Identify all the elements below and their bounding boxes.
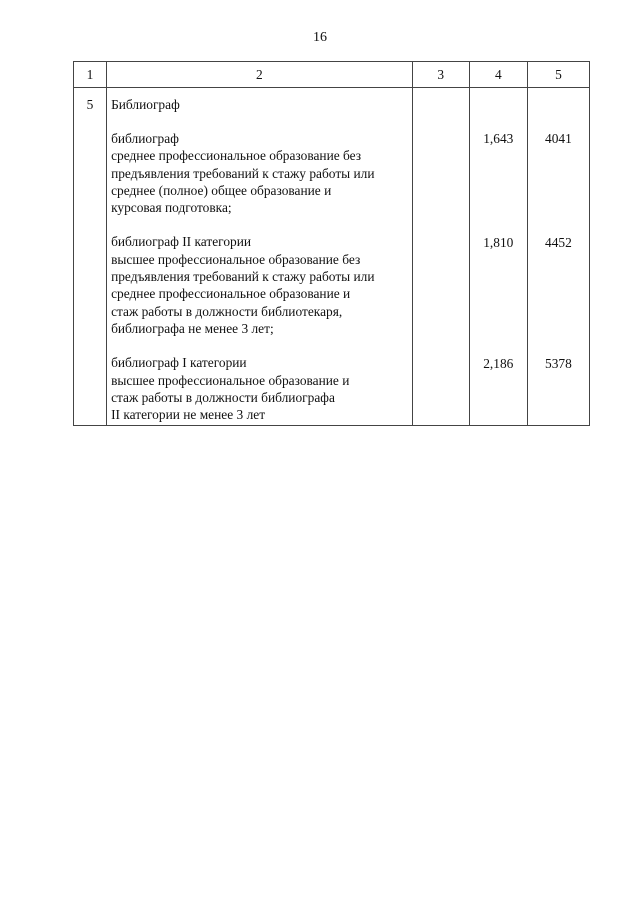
salary-value: 4452 <box>545 234 572 250</box>
table-row <box>74 88 590 426</box>
entry-line: предъявления требований к стажу работы или <box>111 269 375 285</box>
header-col-3: 3 <box>412 62 469 88</box>
coefficient-value: 1,643 <box>483 131 514 146</box>
row-number: 5 <box>74 88 107 426</box>
header-col-5: 5 <box>527 62 589 88</box>
page-number: 16 <box>313 30 327 45</box>
entry-bibliographer-2nd-category <box>111 233 409 337</box>
coefficient-value: 2,186 <box>483 355 514 371</box>
header-col-4: 4 <box>469 62 527 88</box>
entry-line: курсовая подготовка; <box>111 200 232 216</box>
entry-line: стаж работы в должности библиографа <box>111 389 335 405</box>
coefficient-column <box>469 88 527 426</box>
entry-line: II категории не менее 3 лет <box>111 407 266 423</box>
entry-line: библиограф <box>111 131 179 146</box>
col-3-cell <box>412 88 469 426</box>
entry-line: высшее профессиональное образование без <box>111 251 361 267</box>
entry-line: среднее (полное) общее образование и <box>111 182 332 198</box>
entry-line: библиографа не менее 3 лет; <box>111 320 274 336</box>
salary-value: 5378 <box>545 355 572 371</box>
coefficient-value: 1,810 <box>483 234 514 250</box>
position-description <box>107 88 413 426</box>
entry-line: предъявления требований к стажу работы или <box>111 165 375 181</box>
entry-line: среднее профессиональное образование без <box>111 148 362 164</box>
entry-line: стаж работы в должности библиотекаря, <box>111 303 343 319</box>
group-title: Библиограф <box>111 97 180 112</box>
entry-line: высшее профессиональное образование и <box>111 372 350 388</box>
salary-table <box>73 61 590 426</box>
entry-line: библиограф II категории <box>111 234 252 250</box>
header-col-2: 2 <box>107 62 413 88</box>
header-col-1: 1 <box>74 62 107 88</box>
entry-bibliographer-1st-category <box>111 354 409 423</box>
table-header-row <box>74 62 590 88</box>
entry-line: среднее профессиональное образование и <box>111 286 351 302</box>
salary-column <box>527 88 589 426</box>
entry-line: библиограф I категории <box>111 355 247 371</box>
salary-value: 4041 <box>545 131 572 146</box>
entry-bibliographer <box>111 130 409 216</box>
